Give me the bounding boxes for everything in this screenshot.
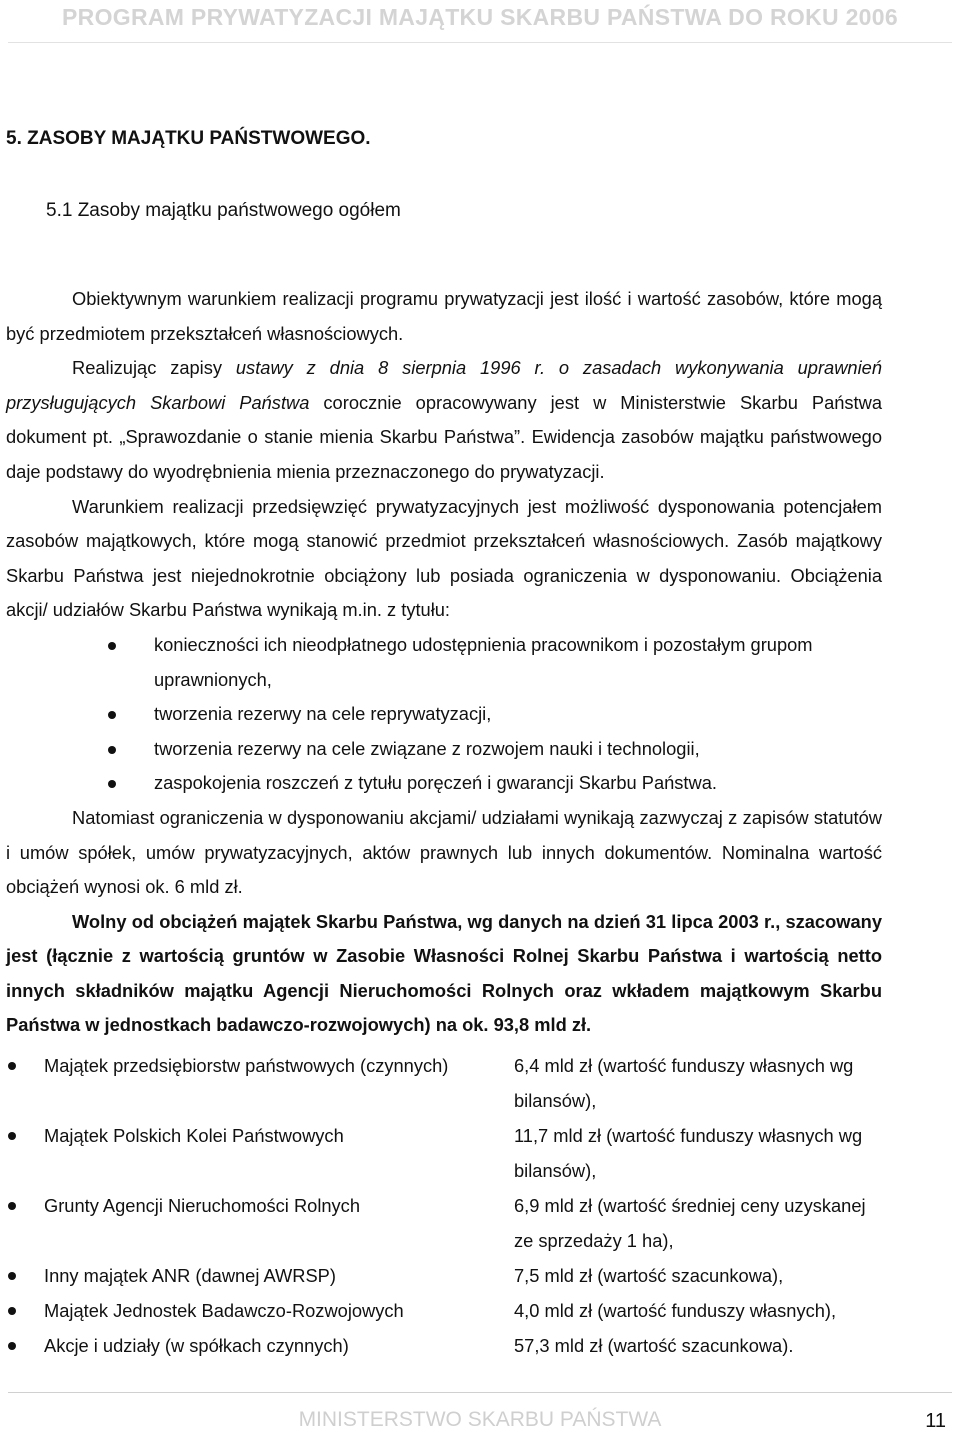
asset-row bbox=[6, 1328, 936, 1363]
asset-value: 57,3 mld zł (wartość szacunkowa). bbox=[514, 1335, 794, 1356]
list-item bbox=[6, 766, 882, 801]
asset-value: 6,4 mld zł (wartość funduszy własnych wg bilansów), bbox=[514, 1055, 854, 1111]
bullet-icon bbox=[8, 1307, 16, 1315]
asset-value: 11,7 mld zł (wartość funduszy własnych wg bilansów), bbox=[514, 1125, 863, 1181]
list-item bbox=[6, 628, 882, 697]
running-footer: MINISTERSTWO SKARBU PAŃSTWA bbox=[298, 1408, 662, 1431]
asset-list bbox=[6, 1048, 936, 1363]
asset-name: Inny majątek ANR (dawnej AWRSP) bbox=[44, 1265, 336, 1286]
page-number: 11 bbox=[925, 1410, 946, 1432]
asset-row bbox=[6, 1118, 936, 1188]
asset-value: 7,5 mld zł (wartość szacunkowa), bbox=[514, 1265, 784, 1286]
bullet-icon bbox=[8, 1132, 16, 1140]
list-item-text: konieczności ich nieodpłatnego udostępnienia pracownikom i pozostałym grupom uprawnionych, bbox=[154, 633, 813, 690]
asset-value: 6,9 mld zł (wartość średniej ceny uzyskanej ze sprzedaży 1 ha), bbox=[514, 1195, 866, 1251]
asset-row bbox=[6, 1293, 936, 1328]
encumbrance-list bbox=[6, 628, 882, 801]
bullet-icon bbox=[108, 711, 116, 719]
bullet-icon bbox=[108, 780, 116, 788]
asset-name: Majątek Polskich Kolei Państwowych bbox=[44, 1125, 344, 1146]
running-header: PROGRAM PRYWATYZACJI MAJĄTKU SKARBU PAŃSTWA DO ROKU 2006 bbox=[62, 4, 898, 30]
asset-row bbox=[6, 1048, 936, 1118]
list-item bbox=[6, 697, 882, 732]
paragraph-5: Wolny od obciążeń majątek Skarbu Państwa, wg danych na dzień 31 lipca 2003 r., szacowany jest (łącznie z wartością gruntów w Zasobie Własności Rolnej Skarbu Państwa i wartością netto innych składników majątku Agencji Nieruchomości Rolnych oraz wkładem majątkowym Skarbu Państwa w jednostkach badawczo-rozwojowych) na ok. 93,8 mld zł. bbox=[6, 910, 882, 1036]
bullet-icon bbox=[8, 1062, 16, 1070]
header-divider bbox=[8, 42, 952, 43]
subsection-heading: 5.1 Zasoby majątku państwowego ogółem bbox=[46, 200, 401, 221]
asset-row bbox=[6, 1188, 936, 1258]
section-heading: 5. ZASOBY MAJĄTKU PAŃSTWOWEGO. bbox=[6, 128, 371, 149]
list-item-text: tworzenia rezerwy na cele związane z rozwojem nauki i technologii, bbox=[154, 737, 700, 759]
footer-divider bbox=[8, 1392, 952, 1393]
list-item-text: tworzenia rezerwy na cele reprywatyzacji, bbox=[154, 703, 492, 725]
asset-name: Akcje i udziały (w spółkach czynnych) bbox=[44, 1335, 349, 1356]
bullet-icon bbox=[8, 1342, 16, 1350]
asset-name: Majątek Jednostek Badawczo-Rozwojowych bbox=[44, 1300, 404, 1321]
bullet-icon bbox=[108, 642, 116, 650]
asset-name: Majątek przedsiębiorstw państwowych (czynnych) bbox=[44, 1055, 449, 1076]
paragraph-1: Obiektywnym warunkiem realizacji programu prywatyzacji jest ilość i wartość zasobów, które mogą być przedmiotem przekształceń własnościowych. bbox=[6, 288, 882, 344]
bullet-icon bbox=[8, 1202, 16, 1210]
list-item bbox=[6, 732, 882, 767]
statute-reference: ustawy z dnia 8 sierpnia 1996 r. o zasadach wykonywania uprawnień przysługujących Skarbowi Państwa bbox=[6, 357, 882, 413]
paragraph-2 bbox=[6, 351, 882, 489]
body-text bbox=[6, 282, 882, 1043]
paragraph-4: Natomiast ograniczenia w dysponowaniu akcjami/ udziałami wynikają zazwyczaj z zapisów statutów i umów spółek, umów prywatyzacyjnych, aktów prawnych lub innych dokumentów. Nominalna wartość obciążeń wynosi ok. 6 mld zł. bbox=[6, 806, 882, 898]
bullet-icon bbox=[8, 1272, 16, 1280]
asset-name: Grunty Agencji Nieruchomości Rolnych bbox=[44, 1195, 360, 1216]
paragraph-3: Warunkiem realizacji przedsięwzięć prywatyzacyjnych jest możliwość dysponowania potencjałem zasobów majątkowych, które mogą stanowić przedmiot przekształceń własnościowych. Zasób majątkowy Skarbu Państwa jest niejednokrotnie obciążony lub posiada ograniczenia w dysponowaniu. Obciążenia akcji/ udziałów Skarbu Państwa wynikają m.in. z tytułu: bbox=[6, 495, 882, 621]
list-item-text: zaspokojenia roszczeń z tytułu poręczeń i gwarancji Skarbu Państwa. bbox=[154, 772, 717, 794]
asset-row bbox=[6, 1258, 936, 1293]
asset-value: 4,0 mld zł (wartość funduszy własnych), bbox=[514, 1300, 837, 1321]
paragraph-2-lead: Realizując zapisy bbox=[72, 357, 236, 379]
bullet-icon bbox=[108, 746, 116, 754]
paragraph-2-rest: corocznie opracowywany jest w Ministerstwie Skarbu Państwa dokument pt. „Sprawozdanie o stanie mienia Skarbu Państwa”. Ewidencja zasobów majątku państwowego daje podstawy do wyodrębnienia mienia przeznaczonego do prywatyzacji. bbox=[6, 391, 883, 482]
